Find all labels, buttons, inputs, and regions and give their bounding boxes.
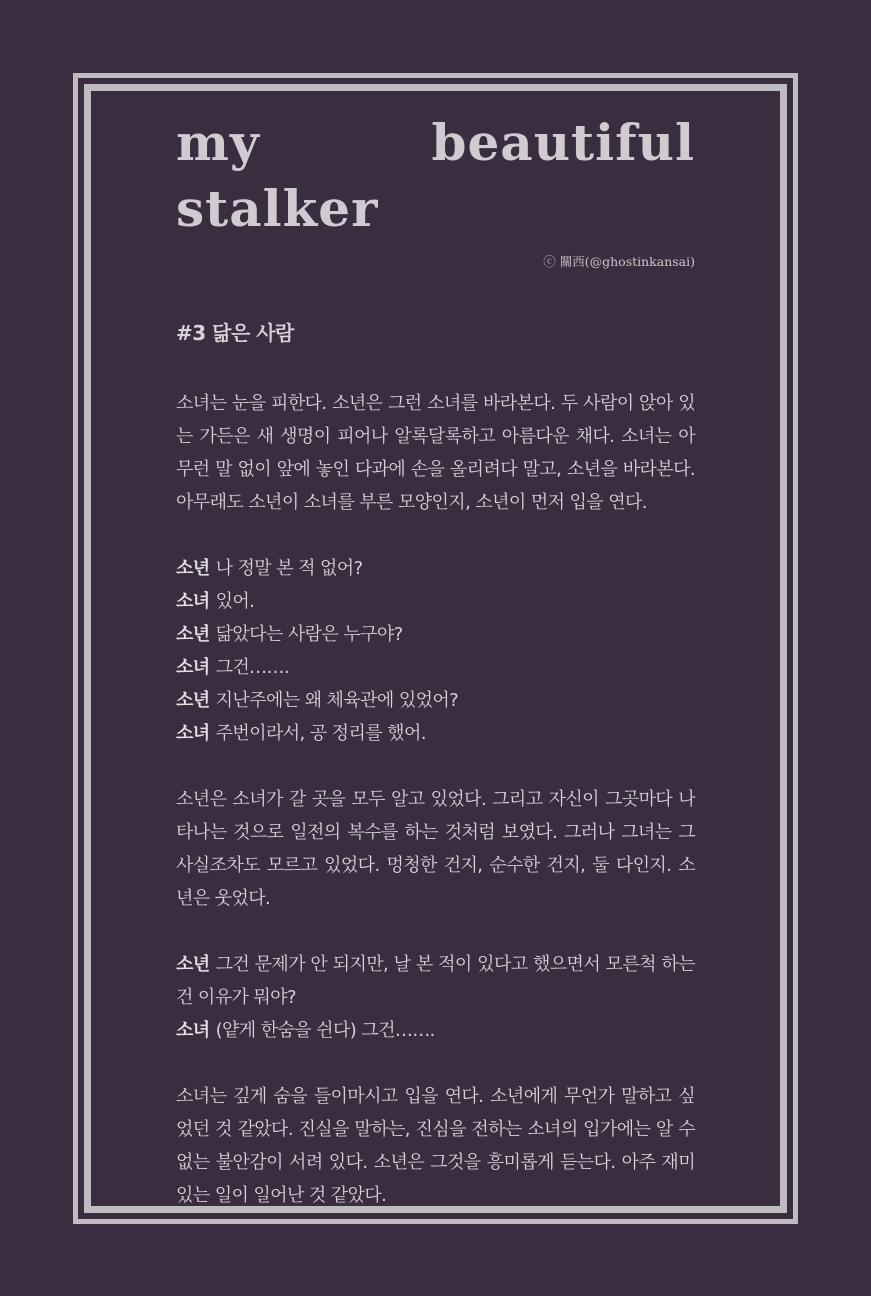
dialogue-text: 그건 문제가 안 되지만, 날 본 적이 있다고 했으면서 모른척 하는 건 이유가 뭐야?: [176, 954, 695, 1008]
dialogue-line: [176, 948, 695, 1014]
narration-paragraph: 소년은 소녀가 갈 곳을 모두 알고 있었다. 그리고 자신이 그곳마다 나타나는 것으로 일전의 복수를 하는 것처럼 보였다. 그러나 그녀는 그 사실조차도 모르고 있었다. 멍청한 건지, 순수한 건지, 둘 다인지. 소년은 웃었다.: [176, 789, 695, 909]
paragraph-spacer: [176, 750, 695, 783]
speaker-name: 소년: [176, 558, 210, 579]
paragraph-spacer: [176, 519, 695, 552]
story-title: my beautiful stalker: [176, 113, 695, 238]
speaker-name: 소녀: [176, 1020, 210, 1041]
paragraph-spacer: [176, 915, 695, 948]
speaker-name: 소년: [176, 624, 210, 645]
paragraph-spacer: [176, 1047, 695, 1080]
speaker-name: 소녀: [176, 723, 210, 744]
dialogue-text: (얕게 한숨을 쉰다) 그건…….: [215, 1020, 435, 1041]
dialogue-text: 있어.: [215, 591, 255, 612]
dialogue-block: [176, 948, 695, 1047]
dialogue-line: [176, 684, 695, 717]
speaker-name: 소녀: [176, 591, 210, 612]
dialogue-line: [176, 552, 695, 585]
story-content: [176, 110, 695, 1212]
speaker-name: 소년: [176, 690, 210, 711]
dialogue-line: [176, 717, 695, 750]
dialogue-line: [176, 585, 695, 618]
copyright-credit: ⓒ 關西(@ghostinkansai): [543, 254, 695, 269]
speaker-name: 소녀: [176, 657, 210, 678]
dialogue-text: 닮았다는 사람은 누구야?: [215, 624, 403, 645]
dialogue-line: [176, 618, 695, 651]
dialogue-text: 그건…….: [215, 657, 290, 678]
speaker-name: 소년: [176, 954, 210, 975]
dialogue-line: [176, 1014, 695, 1047]
dialogue-text: 주번이라서, 공 정리를 했어.: [215, 723, 426, 744]
chapter-heading: #3 닮은 사람: [176, 321, 294, 345]
dialogue-block: [176, 552, 695, 750]
dialogue-text: 나 정말 본 적 없어?: [215, 558, 363, 579]
narration-paragraph: 소녀는 깊게 숨을 들이마시고 입을 연다. 소년에게 무언가 말하고 싶었던 것 같았다. 진실을 말하는, 진심을 전하는 소녀의 입가에는 알 수 없는 불안감이 서려 있다. 소년은 그것을 흥미롭게 듣는다. 아주 재미있는 일이 일어난 것 같았다.: [176, 1086, 695, 1206]
dialogue-line: [176, 651, 695, 684]
narration-paragraph: 소녀는 눈을 피한다. 소년은 그런 소녀를 바라본다. 두 사람이 앉아 있는 가든은 새 생명이 피어나 알록달록하고 아름다운 채다. 소녀는 아무런 말 없이 앞에 놓인 다과에 손을 올리려다 말고, 소년을 바라본다. 아무래도 소년이 소녀를 부른 모양인지, 소년이 먼저 입을 연다.: [176, 393, 695, 513]
dialogue-text: 지난주에는 왜 체육관에 있었어?: [215, 690, 459, 711]
